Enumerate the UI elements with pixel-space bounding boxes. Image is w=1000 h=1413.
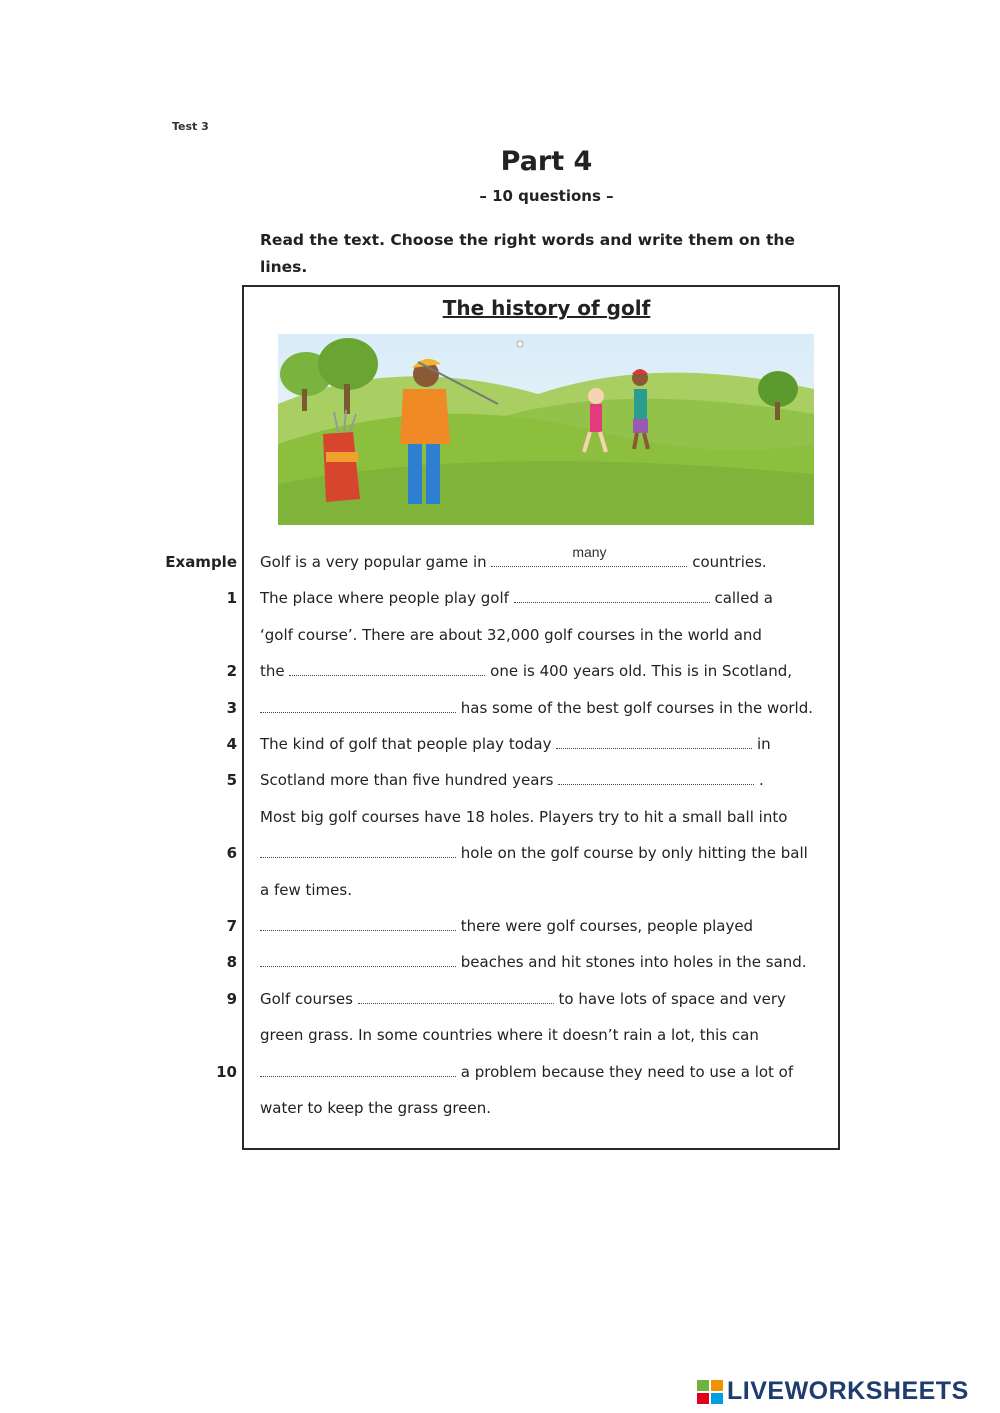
passage-line [260,626,832,644]
passage-line [260,699,832,717]
brand-name: LIVEWORKSHEETS [727,1377,969,1405]
question-number: 9 [226,990,237,1008]
passage-line [260,544,832,571]
passage-line [260,1099,832,1117]
line-text: has some of the best golf courses in the world. [456,699,814,717]
question-number: 2 [226,662,237,680]
line-text: . [754,771,764,789]
question-number: 7 [226,917,237,935]
part-subtitle: – 10 questions – [479,187,614,205]
answer-blank[interactable] [260,1064,456,1077]
liveworksheets-logo [697,1377,993,1407]
golf-course-illustration [278,334,814,525]
line-text: hole on the golf course by only hitting the ball [456,844,808,862]
passage-line [260,881,832,899]
instructions: Read the text. Choose the right words and write them on the lines. [260,231,795,276]
question-number: 3 [226,699,237,717]
example-answer-blank[interactable] [491,544,687,567]
line-text: there were golf courses, people played [456,917,754,935]
liveworksheets-logo-icon [697,1380,723,1404]
line-text: a few times. [260,881,352,899]
passage-line [260,1063,832,1081]
question-number: Example [165,553,237,571]
passage-line [260,662,832,680]
line-text: one is 400 years old. This is in Scotland, [485,662,793,680]
line-text: a problem because they need to use a lot of [456,1063,794,1081]
question-number: 8 [226,953,237,971]
passage-line [260,735,832,753]
line-text: Golf is a very popular game in [260,553,492,571]
part-title: Part 4 [500,146,593,177]
passage-line [260,953,832,971]
answer-blank[interactable] [514,590,710,603]
answer-blank[interactable] [556,736,752,749]
answer-blank[interactable] [260,845,456,858]
passage-line [260,917,832,935]
passage-title: The history of golf [442,296,651,320]
passage-line [260,1026,832,1044]
test-label: Test 3 [172,120,209,133]
answer-blank[interactable] [558,772,754,785]
line-text: The kind of golf that people play today [260,735,557,753]
answer-blank[interactable] [260,700,456,713]
answer-blank[interactable] [289,663,485,676]
passage-line [260,771,832,789]
question-number: 10 [216,1063,237,1081]
answer-text: many [572,544,607,560]
line-text: beaches and hit stones into holes in the sand. [456,953,807,971]
line-text: ‘golf course’. There are about 32,000 golf courses in the world and [260,626,762,644]
line-text: Golf courses [260,990,358,1008]
line-text: The place where people play golf [260,589,514,607]
answer-blank[interactable] [260,954,456,967]
question-number: 4 [226,735,237,753]
line-text: Scotland more than five hundred years [260,771,559,789]
line-text: countries. [687,553,767,571]
passage-line [260,808,832,826]
line-text: the [260,662,290,680]
question-number: 1 [226,589,237,607]
passage-line [260,844,832,862]
question-number: 6 [226,844,237,862]
line-text: to have lots of space and very [553,990,786,1008]
line-text: in [752,735,771,753]
line-text: green grass. In some countries where it doesn’t rain a lot, this can [260,1026,759,1044]
passage-line [260,990,832,1008]
line-text: called a [709,589,773,607]
answer-blank[interactable] [358,991,554,1004]
answer-blank[interactable] [260,918,456,931]
question-number: 5 [226,771,237,789]
passage-line [260,589,832,607]
line-text: Most big golf courses have 18 holes. Players try to hit a small ball into [260,808,788,826]
line-text: water to keep the grass green. [260,1099,491,1117]
